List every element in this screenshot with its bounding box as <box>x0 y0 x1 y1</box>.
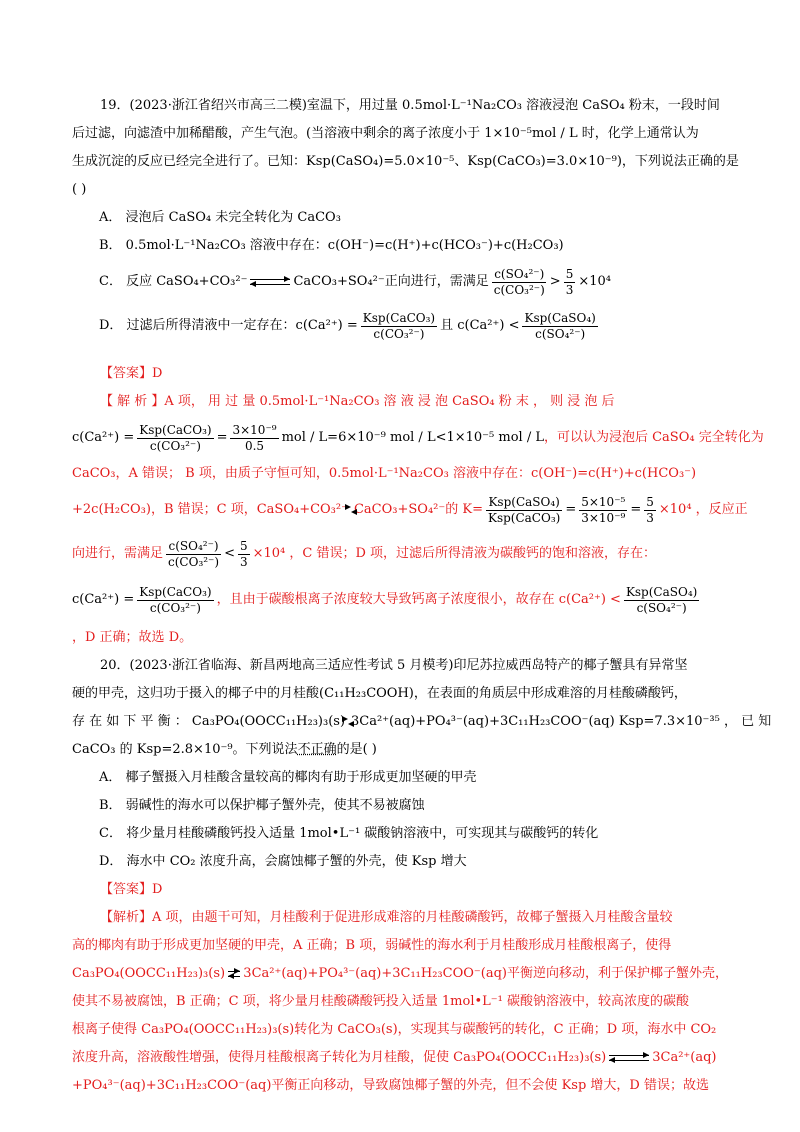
q20-answer: 【答案】D <box>100 882 163 897</box>
q20-option-d: D． 海水中 CO₂ 浓度升高，会腐蚀椰子蟹的外壳，使 Ksp 增大 <box>99 854 467 869</box>
option-c-mid: CaCO₃+SO₄²⁻正向进行，需满足 <box>293 274 489 289</box>
fraction <box>486 495 562 526</box>
fraction <box>492 267 547 298</box>
analysis-text: 浓度升高，溶液酸性增强，使得月桂酸根离子转化为月桂酸，促使 Ca₃PO₄(OOCC₁₁H₂₃)₃(s) <box>72 1050 607 1065</box>
q20-option-a: A． 椰子蟹摄入月桂酸含量较高的椰肉有助于形成更加坚硬的甲壳 <box>99 770 477 785</box>
numerator: Ksp(CaCO₃) <box>139 584 212 599</box>
q20-analysis-line: 根离子使得 Ca₃PO₄(OOCC₁₁H₂₃)₃(s)转化为 CaCO₃(s)，实现其与碳酸钙的转化，C 正确；D 项，海水中 CO₂ <box>72 1022 717 1037</box>
fraction <box>624 585 699 616</box>
denominator: c(SO₄²⁻) <box>636 600 687 615</box>
stem-text: 3Ca²⁺(aq)+PO₄³⁻(aq)+3C₁₁H₂₃COO⁻(aq) Ksp=7.3×10⁻³⁵ ， 已 知 <box>351 714 772 729</box>
q19-answer: 【答案】D <box>100 366 163 381</box>
analysis-text: 向进行，需满足 <box>72 546 164 561</box>
q19-answer-blank: ( ) <box>72 182 87 197</box>
power-tail: ×10⁴ <box>578 274 611 289</box>
equals-sign: = <box>630 502 642 517</box>
fraction <box>361 311 437 342</box>
fraction <box>137 423 213 454</box>
relation: > <box>549 274 561 289</box>
analysis-text: 3Ca²⁺(aq)+PO₄³⁻(aq)+3C₁₁H₂₃COO⁻(aq)平衡逆向移动，利于保护椰子蟹外壳， <box>243 966 728 981</box>
denominator: 0.5 <box>244 438 265 453</box>
analysis-text: ×10⁴ ，C 错误；D 项，过滤后所得清液为碳酸钙的饱和溶液，存在： <box>252 546 657 561</box>
relation: < <box>224 546 235 561</box>
numerator: Ksp(CaCO₃) <box>362 310 436 325</box>
analysis-text: +2c(H₂CO₃)，B 错误；C 项，CaSO₄+CO₃²⁻ <box>72 502 348 517</box>
math-text: = <box>216 430 228 445</box>
denominator: Ksp(CaCO₃) <box>487 510 561 525</box>
q19-stem-line: 生成沉淀的反应已经完全进行了。已知：Ksp(CaSO₄)=5.0×10⁻⁵、Ksp(CaCO₃)=3.0×10⁻⁹)，下列说法正确的是 <box>72 154 739 169</box>
q20-option-b: B． 弱碱性的海水可以保护椰子蟹外壳，使其不易被腐蚀 <box>99 798 425 813</box>
q20-stem-line: 硬的甲壳，这归功于摄入的椰子中的月桂酸(C₁₁H₂₃COOH)，在表面的角质层中形成难溶的月桂酸磷酸钙， <box>72 686 687 701</box>
q20-analysis-line: 使其不易被腐蚀，B 正确；C 项，将少量月桂酸磷酸钙投入适量 1mol•L⁻¹ 碳酸钠溶液中，较高浓度的碳酸 <box>72 994 689 1009</box>
denominator: 3 <box>565 282 574 297</box>
q20-analysis-line: 高的椰肉有助于形成更加坚硬的甲壳，A 正确；B 项，弱碱性的海水利于月桂酸形成月桂酸根离子，使得 <box>72 938 672 953</box>
q20-stem-line <box>72 736 728 764</box>
math-text: = <box>565 502 577 517</box>
q19-analysis-line <box>72 416 764 460</box>
q20-analysis-line: +PO₄³⁻(aq)+3C₁₁H₂₃COO⁻(aq)平衡正向移动，导致腐蚀椰子蟹的外壳，但不会使 Ksp 增大，D 错误；故选 <box>72 1078 709 1093</box>
question-20 <box>72 652 772 1100</box>
q19-analysis-line <box>72 532 728 576</box>
numerator: 5 <box>565 266 574 281</box>
denominator: 3 <box>646 510 654 525</box>
option-c-prefix: C． 反应 CaSO₄+CO₃²⁻ <box>99 274 248 289</box>
numerator: Ksp(CaSO₄) <box>625 584 698 599</box>
denominator: c(CO₃²⁻) <box>149 438 201 453</box>
numerator: c(SO₄²⁻) <box>494 266 545 281</box>
q19-analysis-line <box>72 576 728 624</box>
denominator: c(CO₃²⁻) <box>149 600 201 615</box>
q20-option-c: C． 将少量月桂酸磷酸钙投入适量 1mol•L⁻¹ 碳酸钠溶液中，可实现其与碳酸钙的转化 <box>99 826 599 841</box>
denominator: 3 <box>239 554 248 569</box>
fraction <box>564 267 576 298</box>
stem-text: 的是( ) <box>336 742 377 757</box>
q19-option-d <box>72 304 728 348</box>
q19-analysis-line: ，D 正确；故选 D。 <box>72 630 193 645</box>
question-19 <box>72 92 764 652</box>
fraction <box>166 539 221 570</box>
q20-analysis-line <box>72 1044 728 1072</box>
q20-stem-line <box>72 708 772 736</box>
analysis-text: ，可以认为浸泡后 CaSO₄ 完全转化为 <box>543 430 764 445</box>
math-text: mol / L=6×10⁻⁹ mol / L<1×10⁻⁵ mol / L <box>281 430 544 445</box>
fraction <box>137 585 213 616</box>
denominator: 3×10⁻⁹ <box>581 510 626 525</box>
stem-text: 存 在 如 下 平 衡 ： Ca₃PO₄(OOCC₁₁H₂₃)₃(s) <box>72 714 346 729</box>
numerator: c(SO₄²⁻) <box>168 538 219 553</box>
analysis-text: Ca₃PO₄(OOCC₁₁H₂₃)₃(s) <box>72 966 226 981</box>
analysis-text: ，且由于碳酸根离子浓度较大导致钙离子浓度很小，故存在 c(Ca²⁺) < <box>216 592 621 607</box>
q20-stem-line: 20．(2023·浙江省临海、新昌两地高三适应性考试 5 月模考)印尼苏拉威西岛特产的椰子蟹具有异常坚 <box>100 658 688 673</box>
q19-analysis-line <box>72 488 748 532</box>
denominator: c(CO₃²⁻) <box>493 282 545 297</box>
numerator: Ksp(CaCO₃) <box>139 422 212 437</box>
document-page <box>72 92 772 1100</box>
q19-analysis-line: CaCO₃，A 错误； B 项，由质子守恒可知，0.5mol·L⁻¹Na₂CO₃ 溶液中存在：c(OH⁻)=c(H⁺)+c(HCO₃⁻) <box>72 466 697 481</box>
option-d-mid: 且 c(Ca²⁺) < <box>440 318 520 333</box>
q20-analysis-line: 【解析】A 项，由题干可知，月桂酸利于促进形成难溶的月桂酸磷酸钙，故椰子蟹摄入月桂酸含量较 <box>100 910 673 925</box>
math-text: c(Ca²⁺) = <box>72 592 135 607</box>
math-text: c(Ca²⁺) = <box>72 430 135 445</box>
fraction <box>238 539 250 570</box>
fraction <box>644 495 656 526</box>
numerator: 3×10⁻⁹ <box>232 422 277 437</box>
fraction <box>522 311 597 342</box>
analysis-text: 3Ca²⁺(aq) <box>652 1050 717 1065</box>
option-d-prefix: D． 过滤后所得清液中一定存在：c(Ca²⁺) = <box>99 318 358 333</box>
numerator: 5 <box>239 538 248 553</box>
denominator: c(CO₃²⁻) <box>373 326 425 341</box>
equilibrium-arrow-icon <box>250 277 290 287</box>
equilibrium-arrow-icon <box>228 969 240 979</box>
q19-stem-line: 后过滤，向滤渣中加稀醋酸，产生气泡。(当溶液中剩余的离子浓度小于 1×10⁻⁵mol / L 时，化学上通常认为 <box>72 126 699 141</box>
q19-option-c <box>72 260 728 304</box>
numerator: Ksp(CaSO₄) <box>524 310 596 325</box>
q19-option-b: B． 0.5mol·L⁻¹Na₂CO₃ 溶液中存在：c(OH⁻)=c(H⁺)+c(HCO₃⁻)+c(H₂CO₃) <box>99 238 564 253</box>
q19-stem-line: 19．(2023·浙江省绍兴市高三二模)室温下，用过量 0.5mol·L⁻¹Na₂CO₃ 溶液浸泡 CaSO₄ 粉末，一段时间 <box>100 98 720 113</box>
denominator: c(CO₃²⁻) <box>168 554 220 569</box>
q19-analysis-line: 【 解 析 】A 项， 用 过 量 0.5mol·L⁻¹Na₂CO₃ 溶 液 浸 泡 CaSO₄ 粉 末 ， 则 浸 泡 后 <box>100 394 615 409</box>
denominator: c(SO₄²⁻) <box>535 326 586 341</box>
equilibrium-arrow-icon <box>609 1053 649 1063</box>
fraction <box>579 495 627 526</box>
stem-text: CaCO₃ 的 Ksp=2.8×10⁻⁹。下列说法 <box>72 742 298 757</box>
numerator: 5 <box>646 494 654 509</box>
numerator: Ksp(CaSO₄) <box>488 494 560 509</box>
analysis-text: ×10⁴ ，反应正 <box>658 502 748 517</box>
fraction <box>230 423 278 454</box>
emphasis-text: 不正确 <box>297 742 337 757</box>
analysis-text: CaCO₃+SO₄²⁻的 K= <box>353 502 483 517</box>
numerator: 5×10⁻⁵ <box>581 494 626 509</box>
q19-option-a: A． 浸泡后 CaSO₄ 未完全转化为 CaCO₃ <box>99 210 341 225</box>
q20-analysis-line <box>72 960 728 988</box>
